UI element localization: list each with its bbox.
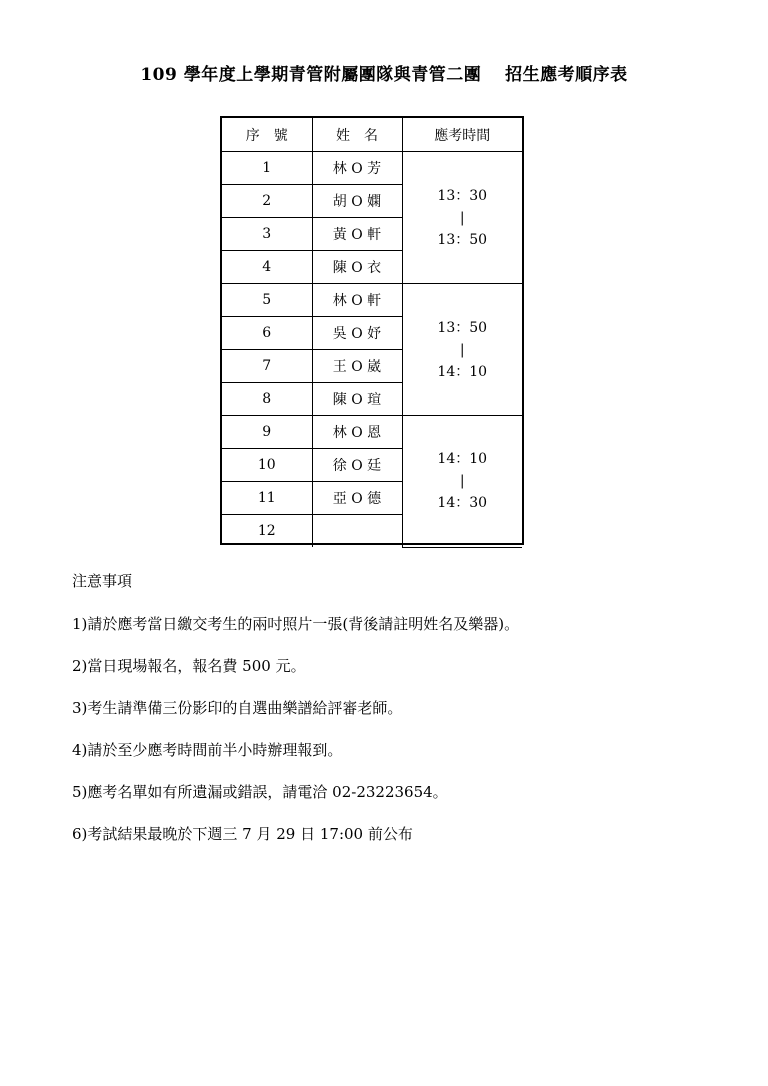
row-number: 10 — [222, 449, 312, 482]
time-slot-end: 14：10 — [437, 363, 488, 380]
row-name: 亞 O 德 — [312, 482, 402, 515]
row-name: 王 O 崴 — [312, 350, 402, 383]
note-item: 1)請於應考當日繳交考生的兩吋照片一張(背後請註明姓名及樂器)。 — [72, 615, 520, 633]
time-slot-start: 13：30 — [437, 187, 488, 204]
note-item: 3)考生請準備三份影印的自選曲樂譜給評審老師。 — [72, 699, 403, 717]
table-header-row — [222, 118, 522, 152]
time-slot-cell — [402, 284, 522, 416]
row-name: 吳 O 妤 — [312, 317, 402, 350]
time-slot-separator: | — [459, 473, 465, 490]
time-slot-start: 13：50 — [437, 319, 488, 336]
note-item: 6)考試結果最晚於下週三 7 月 29 日 17:00 前公布 — [72, 825, 413, 843]
row-name: 林 O 芳 — [312, 152, 402, 185]
row-number: 9 — [222, 416, 312, 449]
note-item: 4)請於至少應考時間前半小時辦理報到。 — [72, 741, 343, 759]
notes-section — [72, 570, 712, 865]
schedule-table-frame — [220, 116, 524, 545]
table-row — [222, 284, 522, 317]
row-name: 胡 O 嫻 — [312, 185, 402, 218]
row-number: 2 — [222, 185, 312, 218]
row-number: 4 — [222, 251, 312, 284]
time-slot-separator: | — [459, 341, 465, 358]
row-name: 黃 O 軒 — [312, 218, 402, 251]
row-name: 林 O 軒 — [312, 284, 402, 317]
time-slot-separator: | — [459, 209, 465, 226]
time-slot-end: 14：30 — [437, 495, 488, 512]
time-slot-end: 13：50 — [437, 231, 488, 248]
row-name: 林 O 恩 — [312, 416, 402, 449]
row-name — [312, 515, 402, 548]
row-number: 6 — [222, 317, 312, 350]
row-number: 7 — [222, 350, 312, 383]
row-name: 徐 O 廷 — [312, 449, 402, 482]
table-row — [222, 416, 522, 449]
time-slot-cell — [402, 152, 522, 284]
row-number: 8 — [222, 383, 312, 416]
document-title: 109 學年度上學期青管附屬團隊與青管二團 招生應考順序表 — [140, 65, 628, 85]
time-slot-start: 14：10 — [437, 451, 488, 468]
note-item: 2)當日現場報名，報名費 500 元。 — [72, 657, 306, 675]
note-item: 5)應考名單如有所遺漏或錯誤，請電洽 02-23223654。 — [72, 783, 448, 801]
row-number: 3 — [222, 218, 312, 251]
header-number: 序 號 — [222, 118, 312, 152]
row-number: 1 — [222, 152, 312, 185]
row-name: 陳 O 瑄 — [312, 383, 402, 416]
notes-heading: 注意事項 — [72, 572, 133, 590]
row-number: 12 — [222, 515, 312, 548]
time-slot-cell — [402, 416, 522, 548]
row-name: 陳 O 衣 — [312, 251, 402, 284]
table-row — [222, 152, 522, 185]
header-time: 應考時間 — [402, 118, 522, 152]
row-number: 5 — [222, 284, 312, 317]
row-number: 11 — [222, 482, 312, 515]
header-name: 姓 名 — [312, 118, 402, 152]
schedule-table — [222, 118, 522, 548]
